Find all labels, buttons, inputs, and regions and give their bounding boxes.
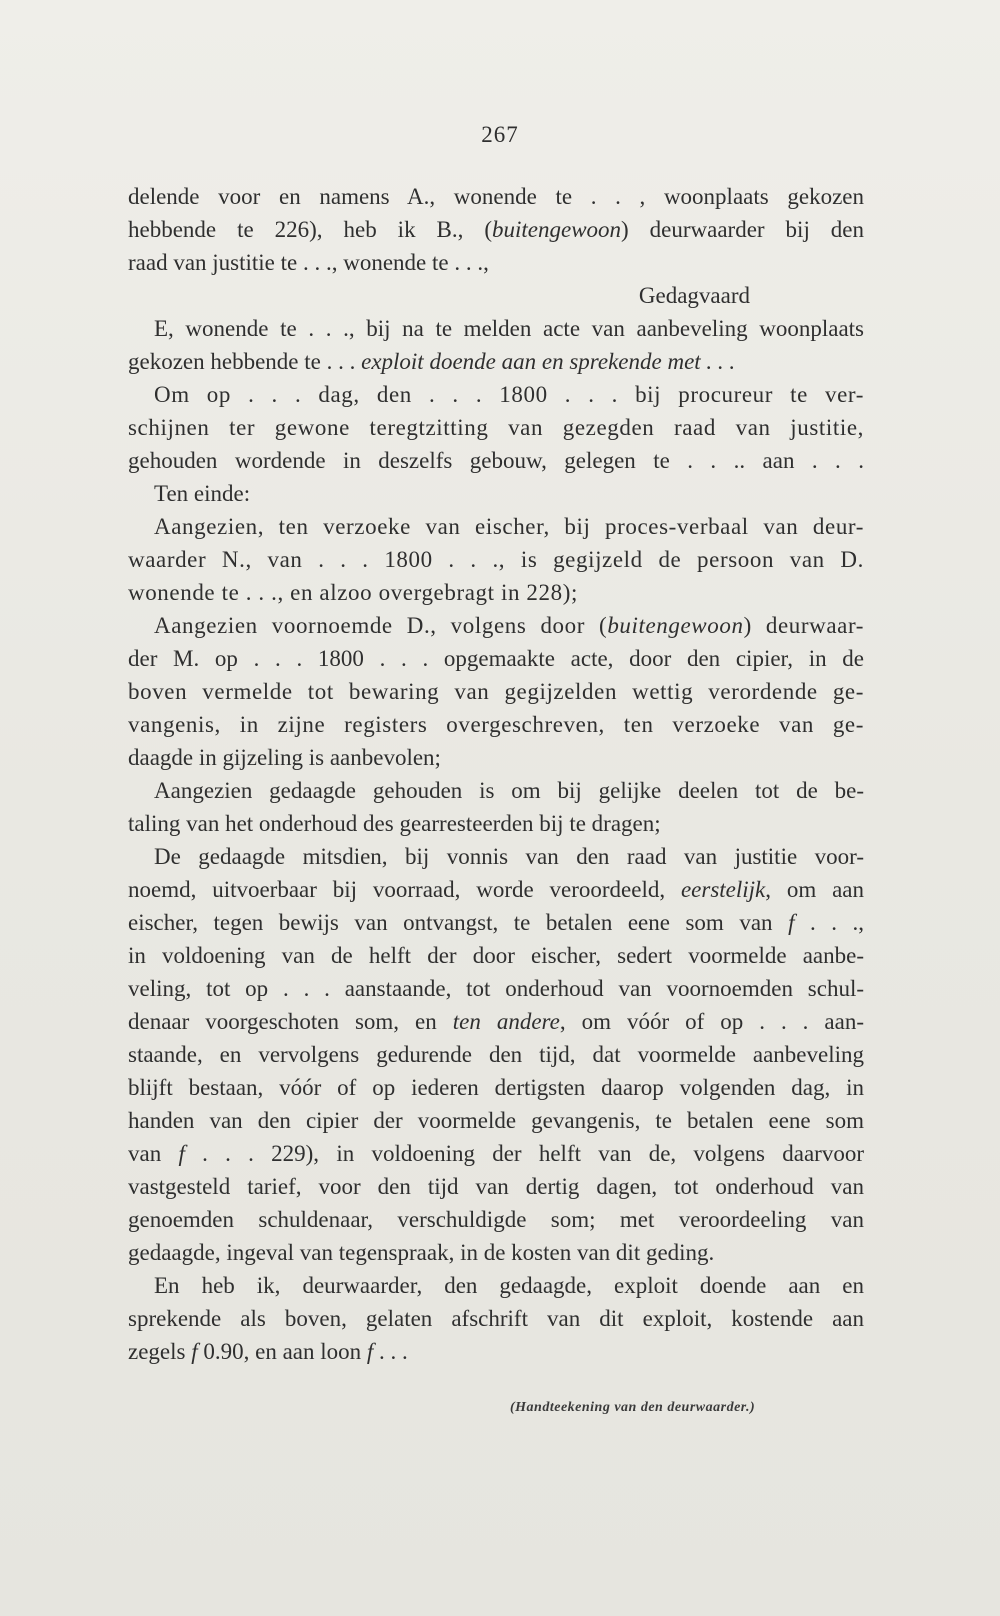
text-line: hebbende te 226), heb ik B., (buitengewoon) deurwaarder bij den (128, 217, 864, 242)
text-line: wonende te . . ., en alzoo overgebragt in 228); (128, 580, 578, 605)
page-number: 267 (481, 122, 519, 147)
text-line: daagde in gijzeling is aanbevolen; (128, 745, 441, 770)
text-line: vastgesteld tarief, voor den tijd van dertig dagen, tot onderhoud van (128, 1174, 864, 1199)
text-line: E, wonende te . . ., bij na te melden acte van aanbeveling woonplaats (154, 316, 864, 341)
text-line: denaar voorgeschoten som, en ten andere, om vóór of op . . . aan- (128, 1009, 864, 1034)
text-line: zegels f 0.90, en aan loon f . . . (128, 1339, 408, 1364)
text-line: in voldoening van de helft der door eischer, sedert voormelde aanbe- (128, 943, 864, 968)
text-line: genoemden schuldenaar, verschuldigde som; met veroordeeling van (128, 1207, 864, 1232)
text-line: De gedaagde mitsdien, bij vonnis van den raad van justitie voor- (154, 844, 864, 869)
text-line: blijft bestaan, vóór of op iederen dertigsten daarop volgenden dag, in (128, 1075, 864, 1100)
text-line: Aangezien, ten verzoeke van eischer, bij proces-verbaal van deur- (154, 514, 864, 539)
text-line: der M. op . . . 1800 . . . opgemaakte acte, door den cipier, in de (128, 646, 864, 671)
text-line: staande, en vervolgens gedurende den tijd, dat voormelde aanbeveling (128, 1042, 864, 1067)
text-line: raad van justitie te . . ., wonende te . . ., (128, 250, 489, 275)
text-line: sprekende als boven, gelaten afschrift van dit exploit, kostende aan (128, 1306, 864, 1331)
text-line: gekozen hebbende te . . . exploit doende aan en sprekende met . . . (128, 349, 736, 374)
text-line: gehouden wordende in deszelfs gebouw, gelegen te . . .. aan . . . (128, 448, 864, 473)
text-line: handen van den cipier der voormelde gevangenis, te betalen eene som (128, 1108, 864, 1133)
text-line: eischer, tegen bewijs van ontvangst, te betalen eene som van f . . ., (128, 910, 864, 935)
text-line: van f . . . 229), in voldoening der helft van de, volgens daarvoor (128, 1141, 864, 1166)
text-line: delende voor en namens A., wonende te . . , woonplaats gekozen (128, 184, 864, 209)
text-line: vangenis, in zijne registers overgeschreven, ten verzoeke van ge- (128, 712, 864, 737)
text-line: En heb ik, deurwaarder, den gedaagde, exploit doende aan en (154, 1273, 864, 1298)
text-line: veling, tot op . . . aanstaande, tot onderhoud van voornoemden schul- (128, 976, 864, 1001)
text-line: Aangezien gedaagde gehouden is om bij gelijke deelen tot de be- (154, 778, 864, 803)
signature-note: (Handteekening van den deurwaarder.) (510, 1400, 756, 1415)
text-line: gedaagde, ingeval van tegenspraak, in de kosten van dit geding. (128, 1240, 715, 1265)
text-line: taling van het onderhoud des gearresteerden bij te dragen; (128, 811, 661, 836)
heading-ten-einde: Ten einde: (154, 481, 251, 506)
text-line: boven vermelde tot bewaring van gegijzelden wettig verordende ge- (128, 679, 864, 704)
heading-gedagvaard: Gedagvaard (638, 283, 750, 308)
text-line: schijnen ter gewone teregtzitting van gezegden raad van justitie, (128, 415, 864, 440)
text-line: waarder N., van . . . 1800 . . ., is gegijzeld de persoon van D. (128, 547, 864, 572)
text-line: Om op . . . dag, den . . . 1800 . . . bij procureur te ver- (154, 382, 864, 407)
text-line: noemd, uitvoerbaar bij voorraad, worde veroordeeld, eerstelijk, om aan (128, 877, 864, 902)
text-line: Aangezien voornoemde D., volgens door (buitengewoon) deurwaar- (154, 613, 864, 638)
